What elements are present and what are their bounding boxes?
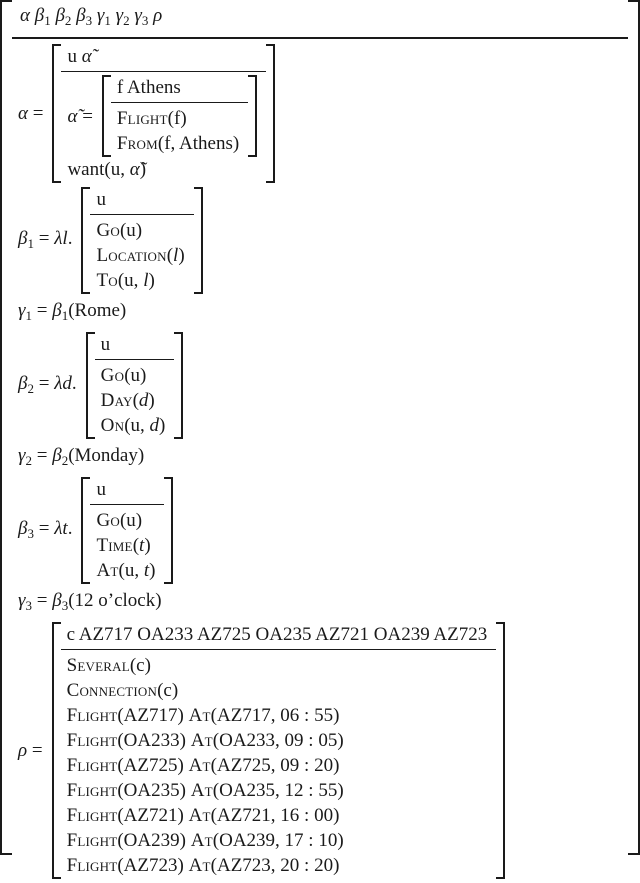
math-text: u: [96, 189, 106, 210]
definition-label: [18, 516, 72, 546]
math-text: β: [18, 517, 28, 539]
math-text: (c): [129, 655, 151, 676]
definition-label: [18, 371, 77, 401]
predicate-text: Go: [96, 510, 120, 531]
predicate-text: At: [188, 705, 211, 726]
drs-condition: [101, 363, 166, 388]
left-bracket: [0, 0, 12, 855]
beta3-definition: [18, 477, 622, 584]
math-text: (OA233): [117, 730, 191, 751]
drs-condition: [96, 508, 155, 533]
math-text: 3: [25, 598, 32, 613]
drs-condition: [96, 558, 155, 583]
math-text: ρ: [153, 5, 163, 26]
drs-conditions: [61, 650, 497, 879]
math-text: β: [76, 5, 86, 26]
drs-condition: [101, 413, 166, 438]
math-text: λl: [54, 227, 68, 249]
math-text: =: [32, 445, 53, 466]
drs-inner: [90, 187, 193, 294]
math-text: =: [33, 227, 55, 249]
math-text: (f, Athens): [157, 133, 240, 154]
math-text: Athens: [126, 77, 181, 98]
math-text: u: [96, 479, 106, 500]
math-text: (OA235): [117, 780, 191, 801]
predicate-text: At: [190, 730, 213, 751]
predicate-text: Time: [96, 535, 133, 556]
math-text: 3: [85, 13, 93, 28]
drs-universe: [61, 44, 266, 72]
drs-inner: [95, 332, 175, 439]
right-bracket: [194, 187, 203, 294]
right-bracket: [248, 75, 257, 157]
right-bracket: [628, 0, 640, 855]
math-text: l: [173, 245, 179, 266]
drs-inner: [12, 0, 628, 876]
right-bracket: [496, 622, 505, 879]
drs-condition: [117, 131, 239, 156]
drs-universe: [12, 0, 628, 39]
definition-label: [18, 226, 72, 256]
drs-universe: [61, 622, 497, 650]
math-text: (u): [119, 510, 143, 531]
drs-inner: [61, 622, 497, 879]
math-text: ): [149, 560, 156, 581]
drs-box: [86, 332, 184, 439]
math-text: ): [148, 270, 155, 291]
predicate-text: At: [190, 830, 213, 851]
math-text: ): [148, 390, 155, 411]
definition-label: [67, 104, 92, 129]
drs-conditions: [12, 39, 628, 883]
math-text: β: [52, 445, 62, 466]
predicate-text: On: [100, 415, 125, 436]
drs-condition: [96, 218, 184, 243]
drs-condition: [67, 753, 488, 778]
math-text: t: [143, 560, 150, 581]
definition-label: [18, 101, 43, 126]
predicate-text: Flight: [66, 830, 118, 851]
drs-universe: [90, 477, 164, 505]
predicate-text: Flight: [66, 730, 118, 751]
drs-conditions: [95, 360, 175, 439]
left-bracket: [81, 477, 90, 584]
math-text: (u,: [124, 415, 150, 436]
math-text: (OA233, 09 : 05): [212, 730, 344, 751]
math-text: u: [100, 334, 111, 355]
beta1-definition: [18, 187, 622, 294]
math-text: (Rome): [68, 300, 127, 321]
drs-condition: [67, 778, 488, 803]
math-text: (AZ725): [117, 755, 189, 776]
math-text: ): [144, 535, 151, 556]
math-text: .: [71, 372, 77, 394]
math-text: γ: [134, 5, 142, 26]
math-text: u: [67, 46, 77, 67]
predicate-text: Several: [66, 655, 130, 676]
definition-label: [18, 738, 43, 763]
math-text: (: [132, 390, 139, 411]
math-text: l: [143, 270, 149, 291]
math-text: 3: [27, 525, 34, 541]
math-text: (OA235, 12 : 55): [212, 780, 344, 801]
math-text: =: [32, 590, 53, 611]
math-text: (u,: [118, 560, 144, 581]
drs-inner: [61, 44, 266, 183]
predicate-text: At: [188, 855, 211, 876]
math-text: d: [149, 415, 160, 436]
math-text: want(u,: [67, 159, 130, 180]
drs-condition: [67, 157, 257, 182]
math-text: ): [159, 415, 166, 436]
math-text: 1: [27, 235, 34, 251]
drs-box: [81, 477, 173, 584]
left-bracket: [102, 75, 111, 157]
math-text: γ: [18, 445, 26, 466]
predicate-text: To: [96, 270, 118, 291]
drs-condition: [67, 728, 488, 753]
math-text: (u): [119, 220, 143, 241]
left-bracket: [81, 187, 90, 294]
math-text: ρ: [18, 740, 28, 761]
gamma1-definition: [18, 298, 622, 328]
drs-condition: [101, 388, 166, 413]
drs-condition: [67, 703, 488, 728]
math-text: α: [18, 103, 28, 124]
math-text: 1: [104, 13, 111, 28]
drs-universe: [90, 187, 193, 215]
math-text: (OA239, 17 : 10): [212, 830, 344, 851]
math-text: (c): [157, 680, 179, 701]
predicate-text: Day: [100, 390, 133, 411]
math-text: =: [27, 103, 44, 124]
math-text: 2: [61, 453, 69, 468]
predicate-text: Flight: [66, 705, 118, 726]
predicate-text: Connection: [66, 680, 158, 701]
math-text: (: [132, 535, 140, 556]
beta2-definition: [18, 332, 622, 439]
drs-box: [52, 622, 506, 879]
math-text: (AZ721): [117, 805, 189, 826]
math-text: α̃: [81, 46, 92, 67]
drs-universe: [95, 332, 175, 360]
drs-condition: [67, 853, 488, 878]
math-text: =: [33, 372, 55, 394]
predicate-text: From: [116, 133, 158, 154]
math-text: (AZ721, 16 : 00): [210, 805, 340, 826]
math-text: 3: [61, 598, 69, 613]
predicate-text: At: [190, 780, 213, 801]
drs-universe: [111, 75, 248, 103]
math-text: 2: [123, 13, 130, 28]
right-bracket: [164, 477, 173, 584]
drs-condition: [96, 533, 155, 558]
predicate-text: Flight: [66, 755, 118, 776]
math-text: ): [139, 159, 147, 180]
math-text: α̃: [67, 105, 78, 127]
math-text: =: [77, 105, 93, 127]
gamma2-definition: [18, 443, 622, 473]
math-text: (AZ717, 06 : 55): [210, 705, 340, 726]
left-bracket: [52, 44, 61, 183]
drs-conditions: [111, 103, 248, 157]
drs-inner: [111, 75, 248, 157]
math-text: =: [27, 740, 43, 761]
math-text: β: [18, 372, 28, 394]
drs-condition: [96, 243, 184, 268]
drs-condition: [67, 828, 488, 853]
drs-condition: [96, 268, 184, 293]
predicate-text: Flight: [66, 780, 118, 801]
math-text: β: [52, 590, 62, 611]
drs-condition: [67, 653, 488, 678]
math-text: γ: [96, 5, 105, 26]
math-text: (u): [124, 365, 147, 386]
math-text: β: [18, 227, 28, 249]
drs-condition: [117, 106, 239, 131]
math-text: α: [20, 5, 30, 26]
drs-condition: [67, 803, 488, 828]
math-text: 1: [25, 308, 32, 323]
math-text: γ: [18, 590, 26, 611]
predicate-text: Go: [96, 220, 120, 241]
rho-definition: [18, 622, 622, 879]
math-text: (AZ717): [117, 705, 189, 726]
math-text: β: [55, 5, 65, 26]
predicate-text: Flight: [66, 855, 118, 876]
math-text: γ: [18, 300, 26, 321]
drs-conditions: [90, 215, 193, 294]
drs-condition: [67, 678, 488, 703]
predicate-text: Flight: [66, 805, 118, 826]
math-text: =: [33, 517, 55, 539]
math-text: 3: [141, 13, 149, 28]
alpha-definition: [18, 44, 622, 183]
predicate-text: At: [188, 805, 211, 826]
math-text: =: [32, 300, 53, 321]
math-text: λt: [54, 517, 68, 539]
math-text: γ: [115, 5, 124, 26]
drs-inner: [90, 477, 164, 584]
math-text: 2: [64, 13, 72, 28]
math-text: 2: [27, 380, 34, 396]
math-text: (AZ723): [117, 855, 189, 876]
left-bracket: [52, 622, 61, 879]
math-text: α̃: [129, 159, 140, 180]
predicate-text: Go: [100, 365, 125, 386]
math-text: (OA239): [117, 830, 191, 851]
math-text: (: [166, 245, 174, 266]
math-text: β: [34, 5, 45, 26]
math-text: t: [139, 535, 145, 556]
math-text: (u,: [117, 270, 144, 291]
math-text: c AZ717 OA233 AZ725 OA235 AZ721 OA239 AZ723: [66, 624, 488, 645]
math-text: (AZ725, 09 : 20): [210, 755, 340, 776]
math-text: f: [116, 77, 124, 98]
math-text: (AZ723, 20 : 20): [210, 855, 340, 876]
math-text: λd: [54, 372, 72, 394]
predicate-text: At: [96, 560, 119, 581]
math-text: 1: [61, 308, 69, 323]
math-text: (12 o’clock): [68, 590, 162, 611]
drs-box: [81, 187, 202, 294]
math-text: β: [52, 300, 62, 321]
math-text: .: [67, 517, 73, 539]
gamma3-definition: [18, 588, 622, 618]
predicate-text: Flight: [116, 108, 168, 129]
math-text: (f): [167, 108, 187, 129]
math-text: d: [138, 390, 149, 411]
predicate-text: At: [188, 755, 211, 776]
math-text: 2: [25, 453, 32, 468]
right-bracket: [266, 44, 275, 183]
right-bracket: [174, 332, 183, 439]
math-text: .: [67, 227, 73, 249]
drs-box: [52, 44, 275, 183]
predicate-text: Location: [96, 245, 167, 266]
math-text: ): [178, 245, 185, 266]
drs-box: [102, 75, 257, 157]
math-text: 1: [44, 13, 51, 28]
left-bracket: [86, 332, 95, 439]
drs-conditions: [61, 72, 266, 183]
math-text: (Monday): [68, 445, 145, 466]
alpha-tilde-definition: [67, 75, 257, 157]
drs-conditions: [90, 505, 164, 584]
